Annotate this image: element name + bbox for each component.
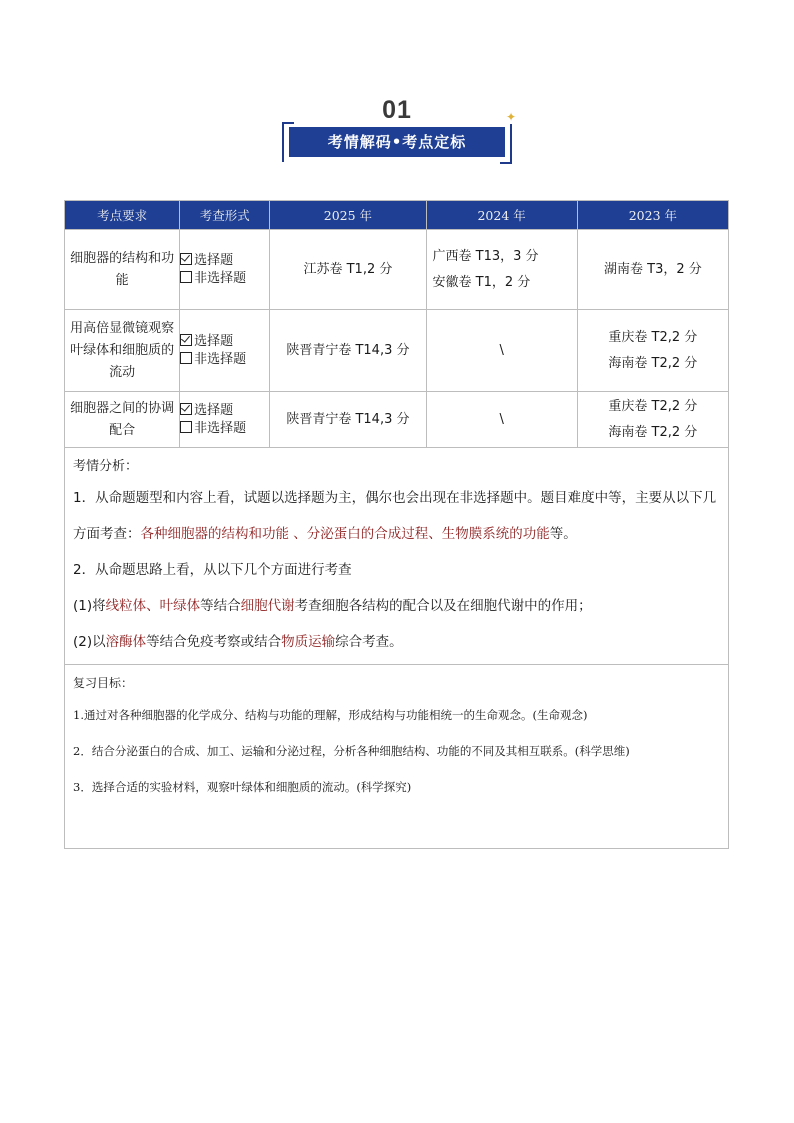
review-item: 1.通过对各种细胞器的化学成分、结构与功能的理解，形成结构与功能相统一的生命观念。(生命观念) <box>73 708 588 722</box>
exam-entry: 重庆卷 T2,2 分 <box>608 398 698 414</box>
analysis-paragraph: 1．从命题题型和内容上看，试题以选择题为主，偶尔也会出现在非选择题中。题目难度中等，主要从以下几方面考查：各种细胞器的结构和功能 、分泌蛋白的合成过程、生物膜系统的功能等。 <box>73 490 717 542</box>
review-title: 复习目标： <box>73 676 134 690</box>
option-label: 选择题 <box>194 402 234 418</box>
table-row <box>65 230 729 310</box>
exam-entry: 广西卷 T13，3 分 <box>432 248 539 264</box>
form-cell <box>180 310 270 392</box>
option-label: 非选择题 <box>194 420 247 436</box>
column-header: 2025 年 <box>270 201 426 230</box>
form-cell <box>180 392 270 448</box>
option-label: 选择题 <box>194 252 234 268</box>
checked-box-icon <box>180 253 192 265</box>
exam-entry: 海南卷 T2,2 分 <box>608 424 698 440</box>
section-number: 01 <box>382 96 412 124</box>
analysis-section <box>65 448 729 665</box>
checked-box-icon <box>180 334 192 346</box>
review-section <box>65 665 729 849</box>
year-2023-cell <box>577 392 728 448</box>
section-title: 考情解码•考点定标 <box>289 127 505 157</box>
empty-box-icon <box>180 271 192 283</box>
highlight-text: 物质运输 <box>281 634 336 650</box>
column-header: 2023 年 <box>577 201 728 230</box>
exam-entry: 重庆卷 T2,2 分 <box>608 329 698 345</box>
year-2023-cell <box>577 310 728 392</box>
highlight-text: 各种细胞器的结构和功能 、分泌蛋白的合成过程、生物膜系统的功能 <box>140 526 550 542</box>
exam-entry: \ <box>499 342 504 358</box>
analysis-paragraph: (1)将线粒体、叶绿体等结合细胞代谢考查细胞各结构的配合以及在细胞代谢中的作用； <box>73 598 592 614</box>
highlight-text: 线粒体、叶绿体 <box>105 598 201 614</box>
year-2023-cell <box>577 230 728 310</box>
exam-entry: \ <box>499 411 504 427</box>
table-row <box>65 310 729 392</box>
exam-entry: 湖南卷 T3，2 分 <box>604 261 702 277</box>
exam-entry: 江苏卷 T1,2 分 <box>303 261 393 277</box>
column-header: 考点要求 <box>65 201 180 230</box>
review-row <box>65 665 729 849</box>
analysis-paragraph: 2．从命题思路上看，从以下几个方面进行考查 <box>73 562 352 578</box>
exam-entry: 陕晋青宁卷 T14,3 分 <box>286 411 410 427</box>
form-cell <box>180 230 270 310</box>
review-item: 3．选择合适的实验材料，观察叶绿体和细胞质的流动。(科学探究) <box>73 780 412 794</box>
empty-box-icon <box>180 352 192 364</box>
year-2025-cell <box>270 230 426 310</box>
option-label: 选择题 <box>194 333 234 349</box>
analysis-title: 考情分析： <box>73 459 139 474</box>
year-2024-cell <box>426 392 577 448</box>
exam-entry: 海南卷 T2,2 分 <box>608 355 698 371</box>
topic-cell: 用高倍显微镜观察叶绿体和细胞质的流动 <box>65 310 180 392</box>
exam-table <box>64 200 729 849</box>
highlight-text: 溶酶体 <box>105 634 147 650</box>
year-2025-cell <box>270 310 426 392</box>
column-header: 2024 年 <box>426 201 577 230</box>
year-2025-cell <box>270 392 426 448</box>
exam-entry: 安徽卷 T1，2 分 <box>432 274 531 290</box>
sparkle-icon: ✦ <box>505 110 516 124</box>
year-2024-cell <box>426 230 577 310</box>
review-item: 2．结合分泌蛋白的合成、加工、运输和分泌过程，分析各种细胞结构、功能的不同及其相互联系。(科学思维) <box>73 744 630 758</box>
table-row <box>65 392 729 448</box>
highlight-text: 细胞代谢 <box>240 598 295 614</box>
analysis-row <box>65 448 729 665</box>
checked-box-icon <box>180 403 192 415</box>
option-label: 非选择题 <box>194 270 247 286</box>
analysis-paragraph: (2)以溶酶体等结合免疫考察或结合物质运输综合考查。 <box>73 634 403 650</box>
column-header: 考查形式 <box>180 201 270 230</box>
exam-entry: 陕晋青宁卷 T14,3 分 <box>286 342 410 358</box>
year-2024-cell <box>426 310 577 392</box>
topic-cell: 细胞器之间的协调配合 <box>65 392 180 448</box>
table-header-row <box>65 201 729 230</box>
empty-box-icon <box>180 421 192 433</box>
option-label: 非选择题 <box>194 351 247 367</box>
topic-cell: 细胞器的结构和功能 <box>65 230 180 310</box>
